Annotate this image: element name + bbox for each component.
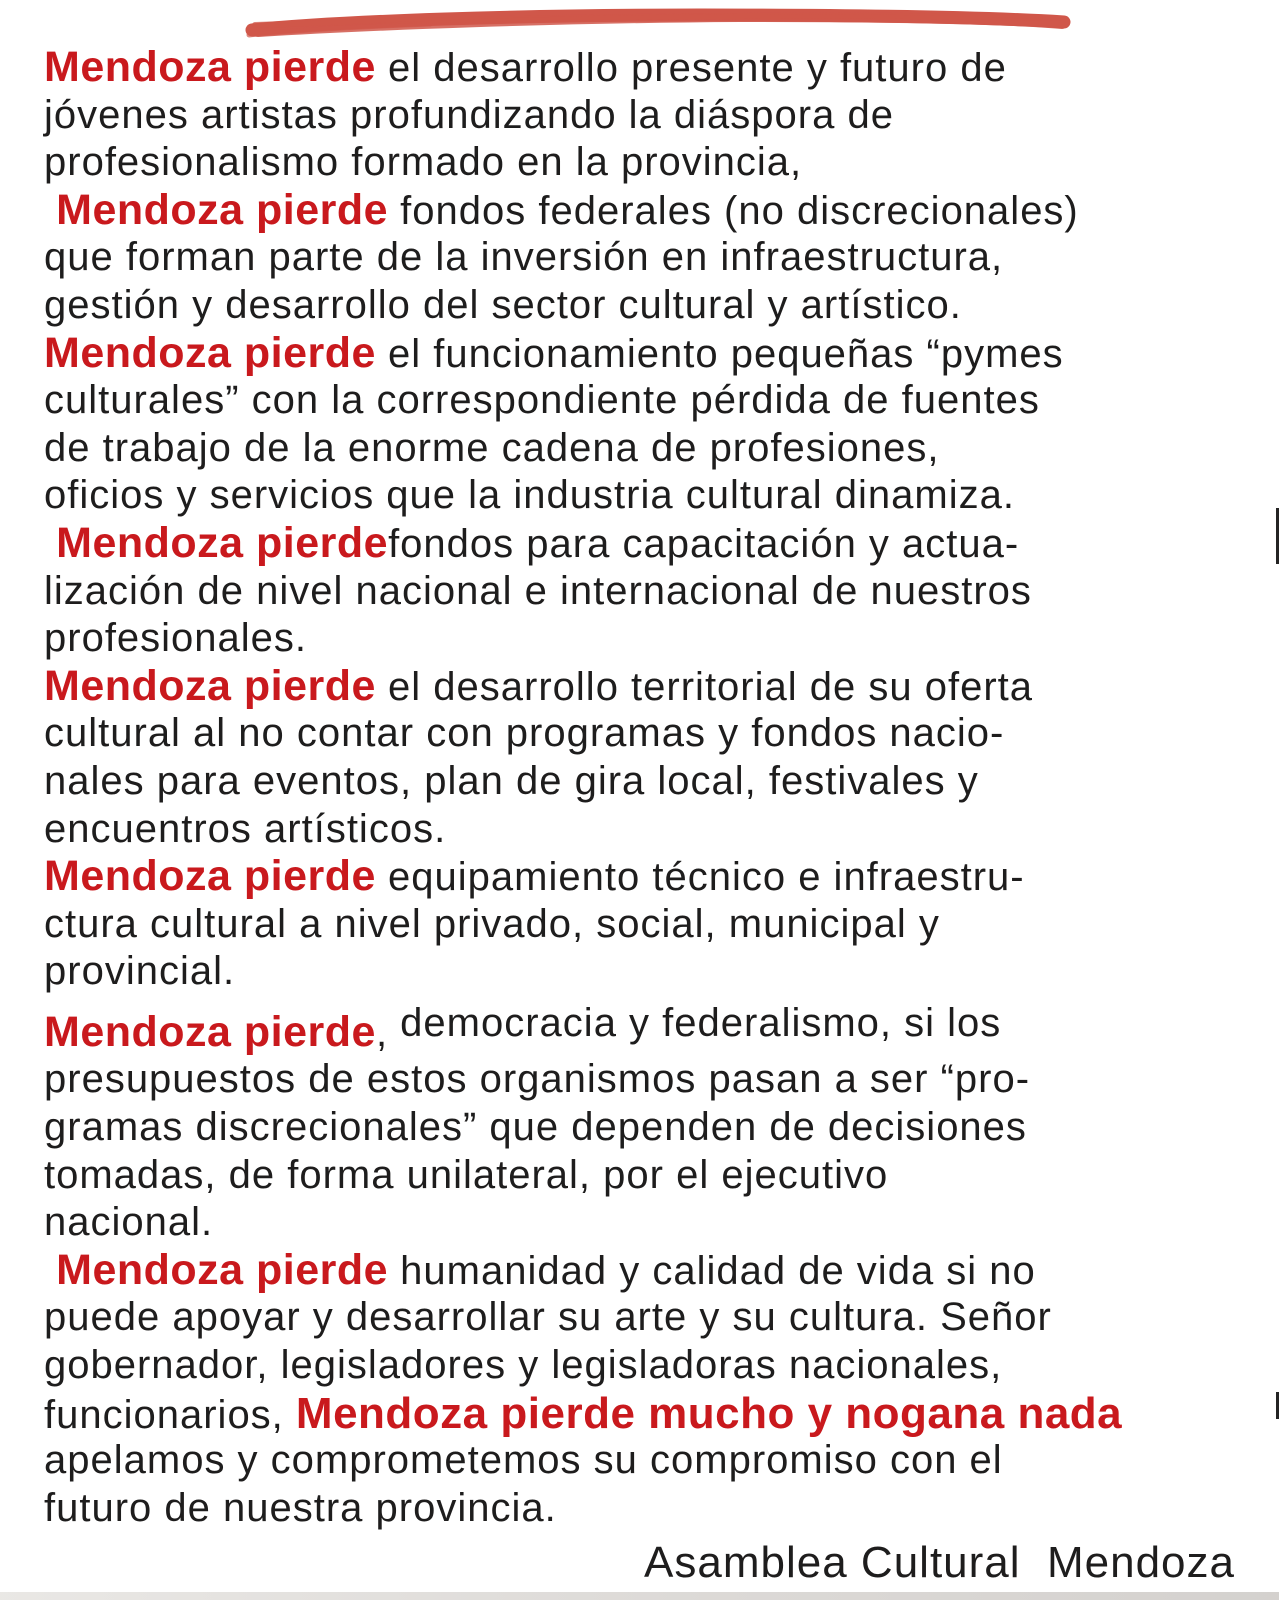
text-line [44, 1056, 1259, 1104]
mendoza-pierde-highlight: Mendoza pierde [44, 852, 376, 901]
mendoza-pierde-highlight: Mendoza pierde [44, 43, 376, 91]
mendoza-pierde-highlight: Mendoza pierde [56, 185, 389, 234]
body-text: funcionarios, [44, 1392, 296, 1437]
mendoza-pierde-highlight: Mendoza pierde [44, 328, 376, 377]
text-line [44, 1000, 1259, 1057]
text-line [44, 1294, 1259, 1342]
text-line [44, 948, 1259, 996]
mendoza-pierde-highlight: Mendoza pierde [56, 518, 389, 567]
mendoza-pierde-emphasis: Mendoza pierde mucho y nogana nada [295, 1388, 1123, 1438]
body-text [44, 189, 56, 233]
text-line [44, 44, 1259, 92]
text-line [44, 377, 1259, 425]
body-text: de trabajo de la enorme cadena de profesiones, [44, 425, 940, 470]
text-line [44, 568, 1259, 616]
body-text: democracia y federalismo, si los [388, 1000, 1002, 1045]
body-text: gobernador, legisladores y legisladoras nacionales, [44, 1343, 1003, 1388]
text-line [44, 1342, 1259, 1390]
text-line [44, 1152, 1259, 1200]
body-text: fondos para capacitación y actua- [388, 521, 1020, 566]
body-text: puede apoyar y desarrollar su arte y su cultura. Señor [44, 1295, 1052, 1340]
text-line [44, 806, 1259, 854]
body-text: cultural al no contar con programas y fondos nacio- [44, 711, 1005, 756]
text-line [44, 663, 1259, 711]
text-line [44, 92, 1259, 140]
body-text: lización de nivel nacional e internacional de nuestros [44, 568, 1032, 613]
body-text: humanidad y calidad de vida si no [388, 1248, 1036, 1293]
body-text: nales para eventos, plan de gira local, festivales y [44, 758, 979, 803]
text-line [44, 520, 1259, 568]
body-text: jóvenes artistas profundizando la diáspora de [44, 92, 894, 137]
mendoza-pierde-highlight: Mendoza pierde [44, 661, 376, 710]
body-text: encuentros artísticos. [44, 806, 447, 851]
text-line [44, 330, 1259, 378]
text-line [44, 853, 1259, 901]
body-text: gestión y desarrollo del sector cultural y artístico. [44, 282, 962, 327]
body-text: el desarrollo presente y futuro de [375, 46, 1007, 90]
body-text: profesionales. [44, 616, 308, 661]
body-text: oficios y servicios que la industria cultural dinamiza. [44, 473, 1015, 518]
body-text: el funcionamiento pequeñas “pymes [375, 331, 1064, 376]
signature: Asamblea Cultural Mendoza [644, 1538, 1235, 1587]
body-text: que forman parte de la inversión en infraestructura, [44, 235, 1004, 280]
body-text: gramas discrecionales” que dependen de decisiones [44, 1105, 1027, 1150]
text-line [44, 139, 1259, 187]
body-text: nacional. [44, 1200, 214, 1245]
text-line [44, 282, 1259, 330]
text-line [44, 1485, 1259, 1533]
body-text: ctura cultural a nivel privado, social, municipal y [44, 901, 940, 946]
mendoza-pierde-highlight: Mendoza pierde [56, 1245, 389, 1294]
text-line [44, 425, 1259, 473]
document-lines [44, 44, 1259, 1532]
text-line [44, 1437, 1259, 1485]
text-line [44, 1104, 1259, 1152]
text-line [44, 472, 1259, 520]
body-text: presupuestos de estos organismos pasan a ser “pro- [44, 1057, 1031, 1102]
scan-edge-artifact [0, 1592, 1279, 1600]
text-line [44, 901, 1259, 949]
mendoza-pierde-highlight: Mendoza pierde [44, 1007, 376, 1056]
body-text: equipamiento técnico e infraestru- [375, 855, 1025, 900]
text-line [44, 710, 1259, 758]
body-text: tomadas, de forma unilateral, por el ejecutivo [44, 1152, 889, 1197]
body-text: apelamos y comprometemos su compromiso con el [44, 1438, 1003, 1483]
body-text [44, 522, 56, 566]
text-line [44, 758, 1259, 806]
body-text: el desarrollo territorial de su oferta [375, 664, 1034, 709]
text-line [44, 615, 1259, 663]
body-text: profesionalismo formado en la provincia, [44, 140, 803, 185]
text-line [44, 187, 1259, 235]
body-text: provincial. [44, 949, 236, 994]
text-line [44, 1247, 1259, 1295]
body-text [44, 1249, 56, 1293]
body-text: futuro de nuestra provincia. [44, 1485, 557, 1530]
body-text: culturales” con la correspondiente pérdida de fuentes [44, 378, 1040, 423]
body-text: , [375, 1010, 389, 1055]
text-line [44, 1390, 1259, 1438]
text-line [44, 234, 1259, 282]
body-text: fondos federales (no discrecionales) [388, 188, 1079, 233]
text-line [44, 1199, 1259, 1247]
